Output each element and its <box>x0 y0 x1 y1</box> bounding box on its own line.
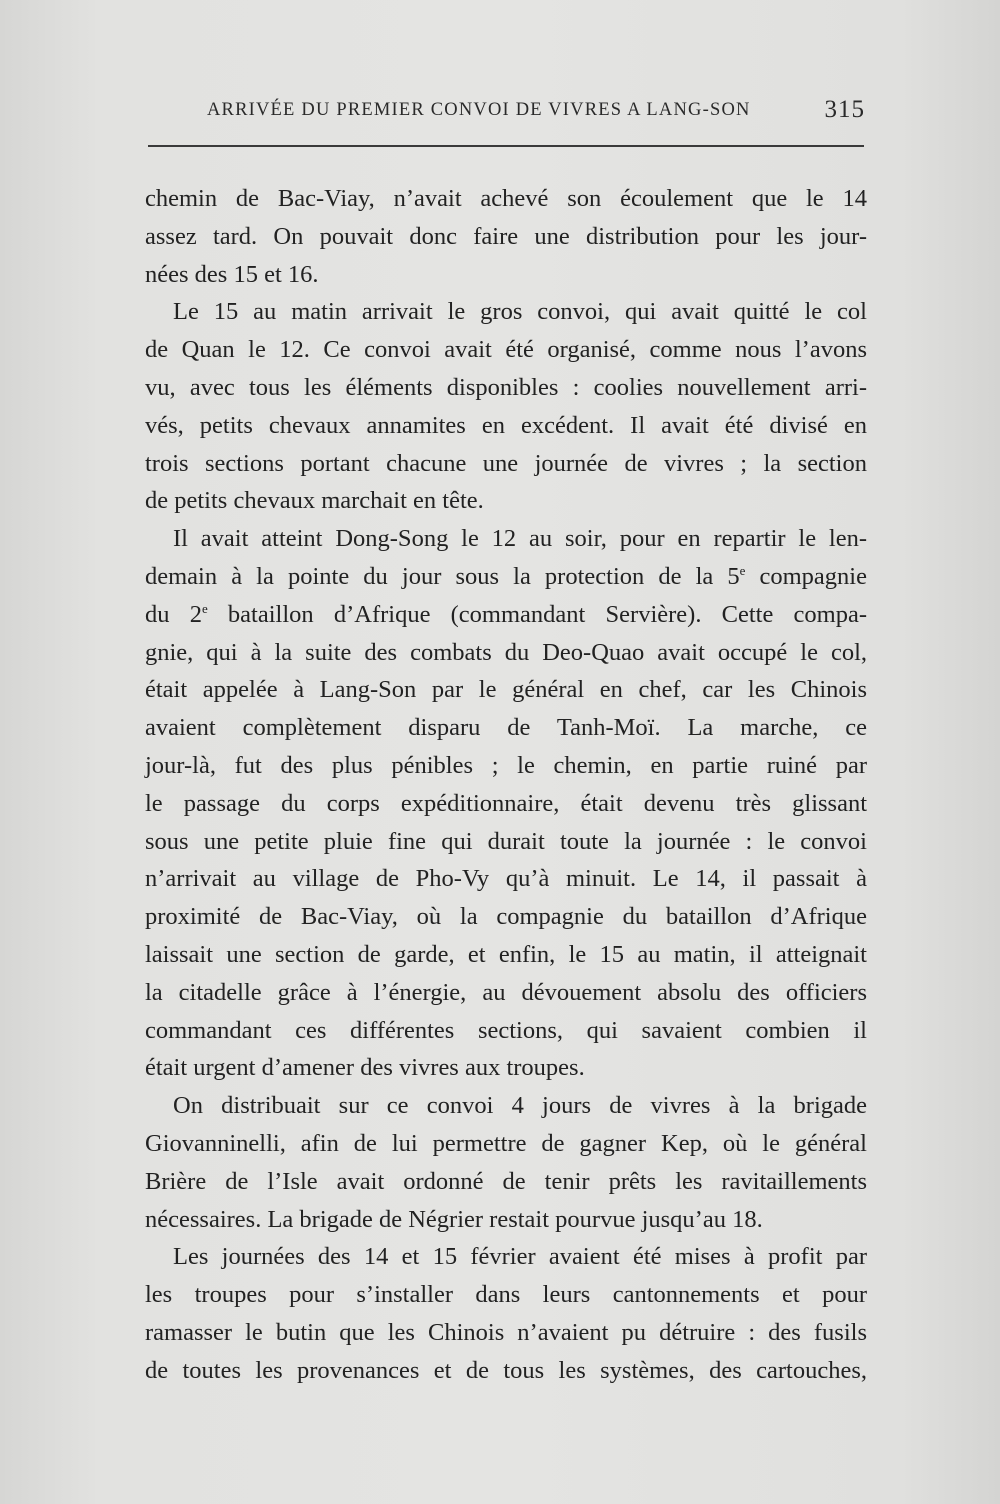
text-line: Brière de l’Isle avait ordonné de tenir prêts les ravitaillements <box>145 1167 867 1195</box>
running-title: ARRIVÉE DU PREMIER CONVOI DE VIVRES A LANG-SON <box>207 100 751 120</box>
text-line: Il avait atteint Dong-Song le 12 au soir, pour en repartir le len- <box>173 525 867 553</box>
text-line: était urgent d’amener des vivres aux troupes. <box>145 1054 585 1082</box>
body-text <box>145 180 867 1390</box>
text-line: vés, petits chevaux annamites en excédent. Il avait été divisé en <box>145 411 867 439</box>
text-line: vu, avec tous les éléments disponibles : coolies nouvellement arri- <box>145 373 867 401</box>
text-line: de toutes les provenances et de tous les systèmes, des cartouches, <box>145 1356 867 1384</box>
text-line: jour-là, fut des plus pénibles ; le chemin, en partie ruiné par <box>145 751 867 779</box>
text-line: laissait une section de garde, et enfin, le 15 au matin, il atteignait <box>145 940 867 968</box>
text-line: assez tard. On pouvait donc faire une distribution pour les jour- <box>145 222 867 250</box>
running-head <box>145 96 865 130</box>
text-line: du 2e bataillon d’Afrique (commandant Servière). Cette compa- <box>145 600 868 628</box>
text-line: Le 15 au matin arrivait le gros convoi, qui avait quitté le col <box>173 298 867 326</box>
text-line: n’arrivait au village de Pho-Vy qu’à minuit. Le 14, il passait à <box>145 865 867 893</box>
text-line: les troupes pour s’installer dans leurs cantonnements et pour <box>145 1281 867 1309</box>
text-line: Giovanninelli, afin de lui permettre de gagner Kep, où le général <box>145 1129 867 1157</box>
page-number: 315 <box>824 96 865 123</box>
text-line: nées des 15 et 16. <box>145 260 319 288</box>
text-line: On distribuait sur ce convoi 4 jours de vivres à la brigade <box>173 1092 867 1120</box>
text-line: de Quan le 12. Ce convoi avait été organisé, comme nous l’avons <box>145 336 867 364</box>
text-line: chemin de Bac-Viay, n’avait achevé son écoulement que le 14 <box>145 185 867 212</box>
text-line: trois sections portant chacune une journée de vivres ; la section <box>145 449 867 477</box>
text-line: la citadelle grâce à l’énergie, au dévouement absolu des officiers <box>145 978 867 1006</box>
header-rule <box>148 145 864 147</box>
text-line: demain à la pointe du jour sous la protection de la 5e compagnie <box>145 562 867 590</box>
text-line: commandant ces différentes sections, qui savaient combien il <box>145 1016 867 1044</box>
text-line: sous une petite pluie fine qui durait toute la journée : le convoi <box>145 827 867 855</box>
text-line: avaient complètement disparu de Tanh-Moï. La marche, ce <box>145 714 867 742</box>
text-line: proximité de Bac-Viay, où la compagnie du bataillon d’Afrique <box>145 903 867 931</box>
text-line: ramasser le butin que les Chinois n’avaient pu détruire : des fusils <box>145 1318 867 1346</box>
text-line: de petits chevaux marchait en tête. <box>145 487 484 515</box>
text-line: nécessaires. La brigade de Négrier restait pourvue jusqu’au 18. <box>145 1205 763 1233</box>
text-line: Les journées des 14 et 15 février avaient été mises à profit par <box>173 1243 867 1271</box>
text-line: gnie, qui à la suite des combats du Deo-Quao avait occupé le col, <box>145 638 867 666</box>
text-line: le passage du corps expéditionnaire, était devenu très glissant <box>145 789 867 817</box>
text-line: était appelée à Lang-Son par le général en chef, car les Chinois <box>145 676 867 704</box>
